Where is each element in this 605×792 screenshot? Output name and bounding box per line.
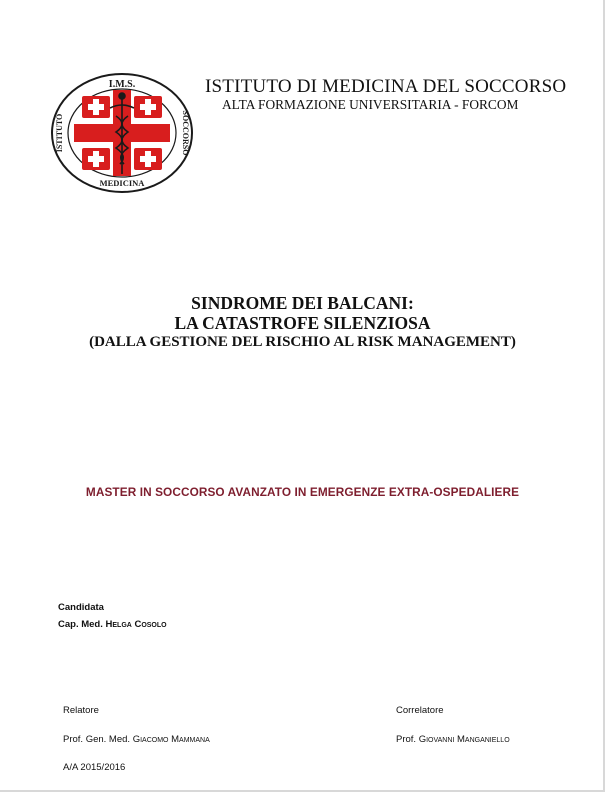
institute-subtitle: ALTA FORMAZIONE UNIVERSITARIA - FORCOM	[222, 97, 519, 112]
logo-top-text: I.M.S.	[108, 79, 136, 90]
correlatore-name-line	[396, 734, 510, 745]
thesis-title-block	[0, 293, 605, 351]
logo-right-text: SOCCORSO	[181, 110, 190, 156]
correlatore-label: Correlatore	[396, 705, 444, 716]
relatore-label: Relatore	[63, 705, 99, 716]
thesis-title-line-3: (DALLA GESTIONE DEL RISCHIO AL RISK MANAGEMENT)	[89, 334, 516, 350]
candidate-prefix: Cap. Med.	[58, 619, 106, 630]
thesis-title-line-1: SINDROME DEI BALCANI:	[191, 293, 414, 313]
institute-title: ISTITUTO DI MEDICINA DEL SOCCORSO	[205, 76, 567, 97]
correlatore-name: Giovanni Manganiello	[418, 734, 510, 745]
candidate-name-line	[58, 619, 167, 630]
master-program-title: MASTER IN SOCCORSO AVANZATO IN EMERGENZE EXTRA-OSPEDALIERE	[85, 485, 520, 499]
correlatore-prefix: Prof.	[396, 734, 419, 745]
ims-logo	[50, 72, 194, 194]
relatore-name: Giacomo Mammana	[132, 734, 210, 745]
logo-bottom-text: MEDICINA	[99, 178, 145, 188]
thesis-title-line-2: LA CATASTROFE SILENZIOSA	[174, 313, 431, 333]
logo-left-text: ISTITUTO	[55, 113, 64, 153]
academic-year: A/A 2015/2016	[63, 762, 126, 773]
candidate-name: Helga Cosolo	[105, 619, 167, 630]
relatore-prefix: Prof. Gen. Med.	[63, 734, 133, 745]
relatore-name-line	[63, 734, 210, 745]
candidate-label: Candidata	[58, 602, 104, 613]
